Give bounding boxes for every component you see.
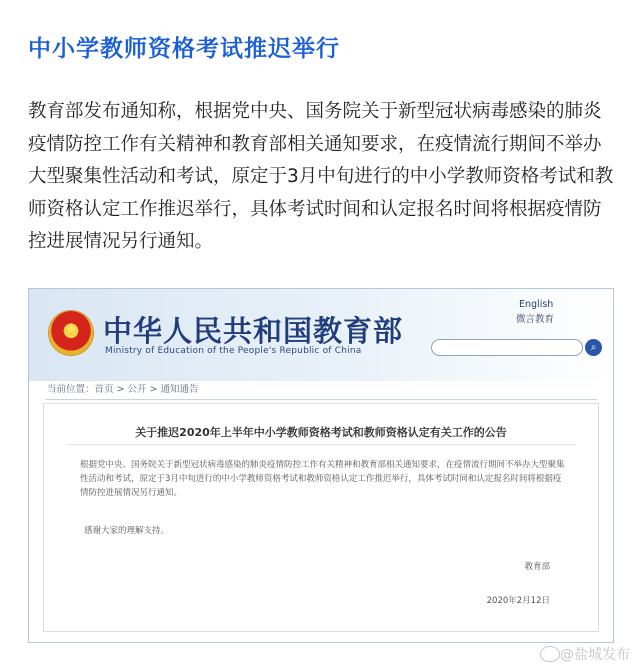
english-link[interactable]: English bbox=[519, 299, 554, 310]
notice-document bbox=[43, 403, 599, 632]
site-search-input[interactable] bbox=[431, 339, 583, 356]
watermark: @盐城发布 bbox=[560, 647, 630, 663]
article-body: 教育部发布通知称，根据党中央、国务院关于新型冠状病毒感染的肺炎疫情防控工作有关精神和教育部相关通知要求，在疫情流行期间不举办大型聚集性活动和考试，原定于3月中旬进行的中小学教师资格考试和教师资格认定工作推迟举行，具体考试时间和认定报名时间将根据疫情防控进展情况另行通知。 bbox=[28, 101, 614, 252]
divider bbox=[66, 444, 576, 445]
weibo-icon bbox=[540, 646, 560, 662]
ministry-webpage-screenshot bbox=[28, 288, 614, 643]
divider bbox=[45, 399, 597, 400]
breadcrumb: 当前位置：首页 > 公开 > 通知通告 bbox=[47, 384, 199, 395]
notice-body: 根据党中央、国务院关于新型冠状病毒感染的肺炎疫情防控工作有关精神和教育部相关通知要求，在疫情流行期间不举办大型聚集性活动和考试，原定于3月中旬进行的中小学教师资格考试和教师资格认定工作推迟举行，具体考试时间和认定报名时间将根据疫情防控进展情况另行通知。 bbox=[80, 460, 565, 498]
notice-thanks: 感谢大家的理解支持。 bbox=[84, 526, 170, 536]
ministry-name-en: Ministry of Education of the People's Republic of China bbox=[105, 346, 362, 356]
notice-date: 2020年2月12日 bbox=[486, 596, 550, 606]
ministry-name-cn: 中华人民共和国教育部 bbox=[103, 314, 404, 348]
site-banner bbox=[29, 289, 613, 381]
search-icon[interactable]: ⌕ bbox=[585, 339, 602, 356]
notice-title: 关于推迟2020年上半年中小学教师资格考试和教师资格认定有关工作的公告 bbox=[135, 426, 507, 439]
headline: 中小学教师资格考试推迟举行 bbox=[28, 36, 340, 62]
weiyan-edu-link[interactable]: 微言教育 bbox=[516, 314, 555, 325]
national-emblem-icon: ★ bbox=[49, 311, 93, 355]
notice-signature: 教育部 bbox=[524, 562, 550, 572]
